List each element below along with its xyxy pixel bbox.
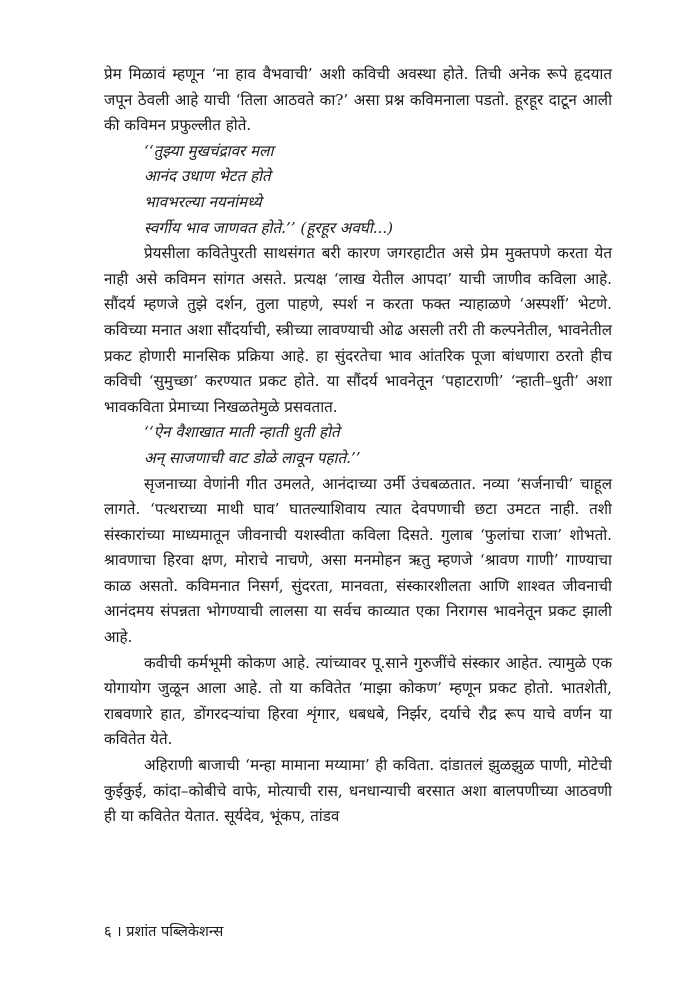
verse-1-line-2: आनंद उधाण भेटत होते: [144, 167, 271, 186]
verse-2-line-2: अन् साजणाची वाट डोळे लावून पहाते.’’: [144, 448, 361, 467]
verse-1-line-3: भावभरल्या नयनांमध्ये: [144, 192, 262, 211]
verse-block-1: [144, 139, 612, 241]
paragraph-2: प्रेयसीला कवितेपुरती साथसंगत बरी कारण जगरहाटीत असे प्रेम मुक्तपणे करता येत नाही असे कविमन सांगत असते. प्रत्यक्ष ‘लाख येतील आपदा’ याची जाणीव कविला आहे. सौंदर्य म्हणजे तुझे दर्शन, तुला पाहणे, स्पर्श न करता फक्त न्याहाळणे ‘अस्पर्शी’ भेटणे. कविच्या मनात अशा सौंदर्याची, स्त्रीच्या लावण्याची ओढ असली तरी ती कल्पनेतील, भावनेतील प्रकट होणारी मानसिक प्रक्रिया आहे. हा सुंदरतेचा भाव आंतरिक पूजा बांधणारा ठरतो हीच कविची ‘सुमुच्छा’ करण्यात प्रकट होते. या सौंदर्य भावनेतून ‘पहाटराणी’ ‘न्हाती–धुती’ अशा भावकविता प्रेमाच्या निखळतेमुळे प्रसवतात.: [104, 244, 612, 416]
page-footer: [104, 921, 223, 941]
page-body: [104, 62, 612, 830]
footer-separator: ।: [116, 924, 122, 940]
verse-1-line-4: स्वर्गीय भाव जाणवत होते.’’ (हूरहूर अवघी...): [144, 218, 394, 237]
verse-block-2: [144, 420, 612, 471]
verse-2-line-1: ‘‘ऐन वैशाखात माती न्हाती धुती होते: [144, 423, 340, 442]
page-number: ६: [104, 924, 112, 940]
publisher-name: प्रशांत पब्लिकेशन्स: [126, 924, 224, 940]
paragraph-4: कवीची कर्मभूमी कोकण आहे. त्यांच्यावर पू.साने गुरुजींचे संस्कार आहेत. त्यामुळे एक योगायोग जुळून आला आहे. तो या कवितेत ‘माझा कोकण’ म्हणून प्रकट होतो. भातशेती, राबवणारे हात, डोंगरदऱ्यांचा हिरवा शृंगार, धबधबे, निर्झर, दर्याचे रौद्र रूप याचे वर्णन या कवितेत येते.: [104, 653, 612, 749]
paragraph-3: सृजनाच्या वेणांनी गीत उमलते, आनंदाच्या उर्मी उंचबळतात. नव्या ‘सर्जनाची’ चाहूल लागते. ‘पत्थराच्या माथी घाव’ घातल्याशिवाय त्यात देवपणाची छटा उमटत नाही. तशी संस्कारांच्या माध्यमातून जीवनाची यशस्वीता कविला दिसते. गुलाब ‘फुलांचा राजा’ शोभतो. श्रावणाचा हिरवा क्षण, मोराचे नाचणे, असा मनमोहन ऋतु म्हणजे ‘श्रावण गाणी’ गाण्याचा काळ असतो. कविमनात निसर्ग, सुंदरता, मानवता, संस्कारशीलता आणि शाश्वत जीवनाची आनंदमय संपन्नता भोगण्याची लालसा या सर्वच काव्यात एका निरागस भावनेतून प्रकट झाली आहे.: [104, 474, 612, 647]
paragraph-1: प्रेम मिळावं म्हणून ‘ना हाव वैभवाची’ अशी कविची अवस्था होते. तिची अनेक रूपे हृदयात जपून ठेवली आहे याची ‘तिला आठवते का?’ असा प्रश्न कविमनाला पडतो. हूरहूर दाटून आली की कविमन प्रफुल्लीत होते.: [104, 65, 612, 135]
verse-1-line-1: ‘‘तुझ्या मुखचंद्रावर मला: [144, 141, 274, 160]
paragraph-5: अहिराणी बाजाची ‘मन्हा मामाना मय्यामा’ ही कविता. दांडातलं झुळझुळ पाणी, मोटेची कुईकुई, कांदा–कोबीचे वाफे, मोत्याची रास, धनधान्याची बरसात अशा बालपणीच्या आठवणी ही या कवितेत येतात. सूर्यदेव, भूंकप, तांडव: [104, 756, 612, 826]
